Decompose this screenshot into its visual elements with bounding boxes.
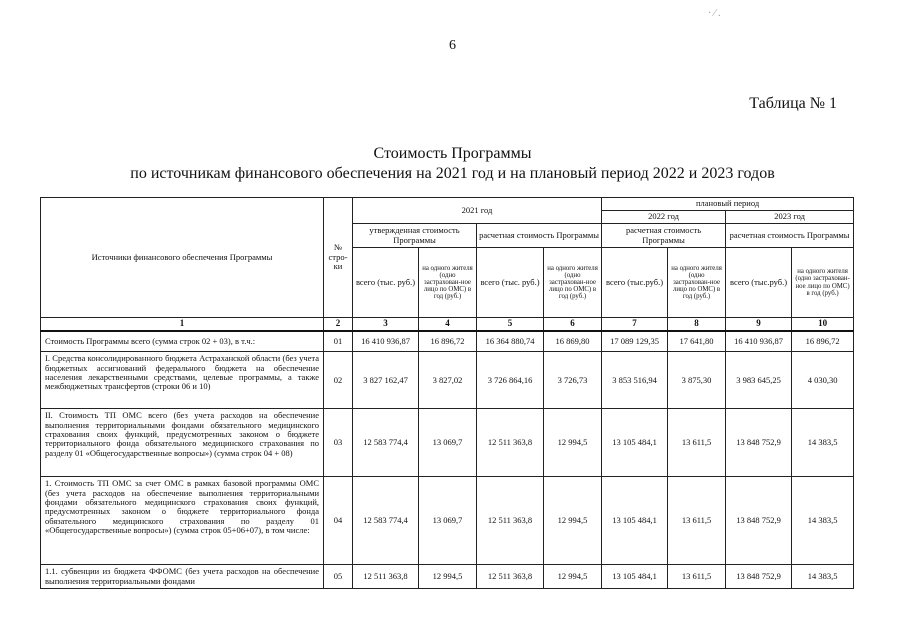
value-cell: 13 105 484,1 xyxy=(602,477,668,565)
value-cell: 13 611,5 xyxy=(668,409,726,477)
value-cell: 3 726,73 xyxy=(544,352,602,409)
value-cell: 13 611,5 xyxy=(668,565,726,589)
value-cell: 13 069,7 xyxy=(419,409,477,477)
program-cost-table xyxy=(40,197,854,589)
value-cell: 12 583 774,4 xyxy=(353,409,419,477)
row-number: 05 xyxy=(324,565,353,589)
column-number: 3 xyxy=(353,318,419,331)
value-cell: 13 848 752,9 xyxy=(726,565,792,589)
value-cell: 3 827 162,47 xyxy=(353,352,419,409)
document-title: Стоимость Программы xyxy=(373,145,532,162)
value-cell: 13 848 752,9 xyxy=(726,409,792,477)
document-subtitle: по источникам финансового обеспечения на 2021 год и на плановый период 2022 и 2023 годов xyxy=(130,165,775,182)
per-resident-header: на одного жителя (одно застрахован-ное лицо по ОМС) в год (руб.) xyxy=(419,248,477,318)
value-cell: 12 994,5 xyxy=(544,409,602,477)
column-number: 6 xyxy=(544,318,602,331)
value-cell: 3 983 645,25 xyxy=(726,352,792,409)
value-cell: 14 383,5 xyxy=(792,477,854,565)
year-2022-header: 2022 год xyxy=(602,211,726,224)
value-cell: 13 105 484,1 xyxy=(602,409,668,477)
value-cell: 16 869,80 xyxy=(544,331,602,352)
value-cell: 3 726 864,16 xyxy=(477,352,544,409)
table-row xyxy=(41,331,854,352)
calc-cost-2021-header: расчетная стоимость Программы xyxy=(477,224,602,248)
value-cell: 12 583 774,4 xyxy=(353,477,419,565)
calc-cost-2022-header: расчетная стоимость Программы xyxy=(602,224,726,248)
column-number: 5 xyxy=(477,318,544,331)
row-number: 03 xyxy=(324,409,353,477)
row-label: II. Стоимость ТП ОМС всего (без учета расходов на обеспечение выполнения территориальными фондами обязательного медицинского страхования своих функций, предусмотренных законом о бюджете территориального фонда обязательного медицинского страхования по разделу 01 «Общегосударственные вопросы») (сумма строк 04 + 08) xyxy=(41,409,324,477)
value-cell: 3 875,30 xyxy=(668,352,726,409)
row-number-header: № стро-ки xyxy=(324,198,353,318)
planned-period-header: плановый период xyxy=(602,198,854,211)
value-cell: 13 611,5 xyxy=(668,477,726,565)
value-cell: 12 511 363,8 xyxy=(477,477,544,565)
source-column-header: Источники финансового обеспечения Программы xyxy=(41,198,324,318)
value-cell: 12 994,5 xyxy=(419,565,477,589)
value-cell: 16 896,72 xyxy=(419,331,477,352)
calc-cost-2023-header: расчетная стоимость Программы xyxy=(726,224,854,248)
row-label: 1.1. субвенции из бюджета ФФОМС (без учета расходов на обеспечение выполнения территориальными фондами xyxy=(41,565,324,589)
scan-artifact: · ⁄ . xyxy=(708,8,721,19)
value-cell: 16 410 936,87 xyxy=(353,331,419,352)
value-cell: 13 069,7 xyxy=(419,477,477,565)
table-row xyxy=(41,477,854,565)
value-cell: 17 089 129,35 xyxy=(602,331,668,352)
per-resident-header: на одного жителя (одно застрахован-ное лицо по ОМС) в год (руб.) xyxy=(544,248,602,318)
value-cell: 12 994,5 xyxy=(544,477,602,565)
row-number: 02 xyxy=(324,352,353,409)
value-cell: 4 030,30 xyxy=(792,352,854,409)
value-cell: 3 853 516,94 xyxy=(602,352,668,409)
value-cell: 12 511 363,8 xyxy=(477,409,544,477)
row-label: I. Средства консолидированного бюджета Астраханской области (без учета бюджетных ассигнований федерального бюджета на обеспечение населения лекарственными средствами, целевые программы, а также межбюджетных трансфертов (строки 06 и 10) xyxy=(41,352,324,409)
column-number: 2 xyxy=(324,318,353,331)
column-number: 7 xyxy=(602,318,668,331)
column-number: 9 xyxy=(726,318,792,331)
column-number: 4 xyxy=(419,318,477,331)
row-number: 01 xyxy=(324,331,353,352)
value-cell: 14 383,5 xyxy=(792,565,854,589)
total-header: всего (тыс.руб.) xyxy=(726,248,792,318)
value-cell: 14 383,5 xyxy=(792,409,854,477)
table-label: Таблица № 1 xyxy=(749,95,837,112)
value-cell: 3 827,02 xyxy=(419,352,477,409)
row-number: 04 xyxy=(324,477,353,565)
total-header: всего (тыс.руб.) xyxy=(602,248,668,318)
value-cell: 17 641,80 xyxy=(668,331,726,352)
value-cell: 12 511 363,8 xyxy=(353,565,419,589)
value-cell: 13 105 484,1 xyxy=(602,565,668,589)
value-cell: 16 896,72 xyxy=(792,331,854,352)
per-resident-header: на одного жителя (одно застрахован-ное лицо по ОМС) в год (руб.) xyxy=(668,248,726,318)
column-number: 10 xyxy=(792,318,854,331)
total-header: всего (тыс. руб.) xyxy=(353,248,419,318)
approved-cost-header: утвержденная стоимость Программы xyxy=(353,224,477,248)
value-cell: 16 364 880,74 xyxy=(477,331,544,352)
table-row xyxy=(41,352,854,409)
column-number: 8 xyxy=(668,318,726,331)
table-row xyxy=(41,409,854,477)
value-cell: 12 994,5 xyxy=(544,565,602,589)
year-2021-header: 2021 год xyxy=(353,198,602,224)
value-cell: 16 410 936,87 xyxy=(726,331,792,352)
total-header: всего (тыс. руб.) xyxy=(477,248,544,318)
row-label: 1. Стоимость ТП ОМС за счет ОМС в рамках базовой программы ОМС (без учета расходов на обеспечение выполнения территориальными фондами обязательного медицинского страхования своих функций, предусмотренных законом о бюджете территориального фонда обязательного медицинского страхования по разделу 01 «Общегосударственные вопросы») (сумма строк 05+06+07), в том числе: xyxy=(41,477,324,565)
value-cell: 12 511 363,8 xyxy=(477,565,544,589)
page-number: 6 xyxy=(449,38,456,53)
row-label: Стоимость Программы всего (сумма строк 02 + 03), в т.ч.: xyxy=(41,331,324,352)
column-number: 1 xyxy=(41,318,324,331)
table-row xyxy=(41,565,854,589)
per-resident-header: на одного жителя (одно застрахован-ное лицо по ОМС) в год (руб.) xyxy=(792,248,854,318)
value-cell: 13 848 752,9 xyxy=(726,477,792,565)
year-2023-header: 2023 год xyxy=(726,211,854,224)
